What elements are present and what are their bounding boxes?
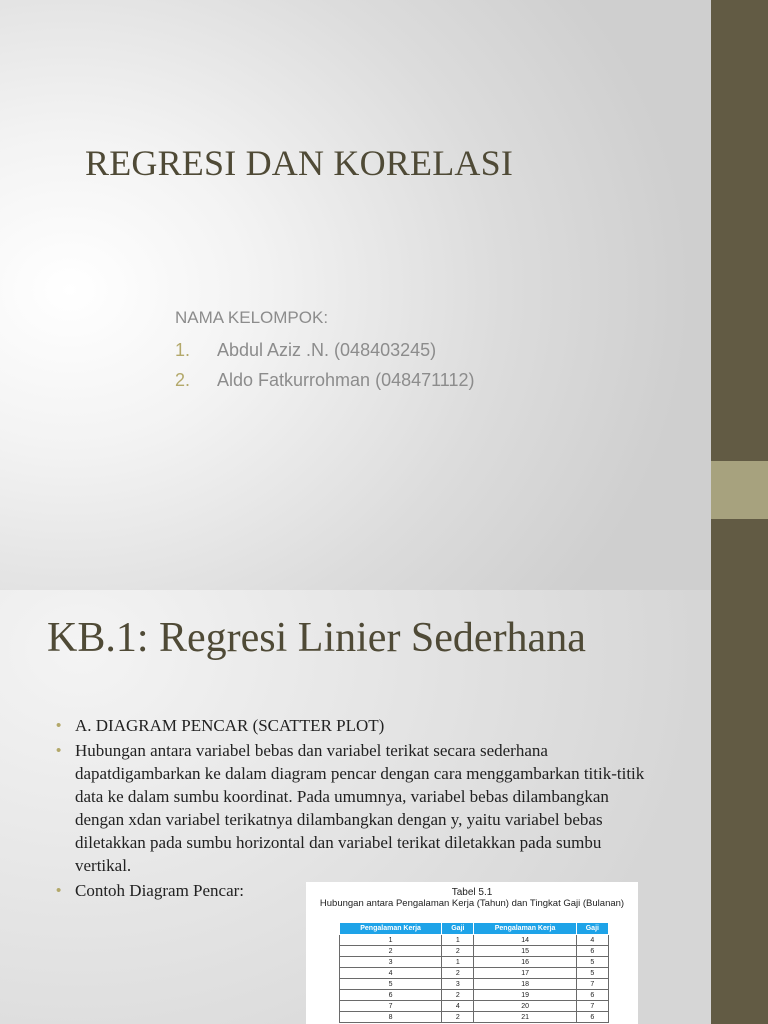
table-cell: 4 xyxy=(442,1001,474,1012)
table-subcaption: Hubungan antara Pengalaman Kerja (Tahun) dan Tingkat Gaji (Bulanan) xyxy=(319,898,625,909)
member-number: 2. xyxy=(175,370,191,390)
table-cell: 21 xyxy=(474,1012,576,1023)
table-row xyxy=(340,1001,609,1012)
table-row xyxy=(340,979,609,990)
table-row xyxy=(340,946,609,957)
table-cell: 2 xyxy=(442,990,474,1001)
group-label: NAMA KELOMPOK: xyxy=(175,308,329,327)
column-header: Pengalaman Kerja xyxy=(340,923,442,935)
table-cell: 20 xyxy=(474,1001,576,1012)
data-table xyxy=(339,922,609,1023)
slide-title: KB.1: Regresi Linier Sederhana xyxy=(47,615,586,661)
table-cell: 17 xyxy=(474,968,576,979)
bullet-dot-icon: • xyxy=(56,717,62,734)
member-item xyxy=(175,337,474,367)
table-row xyxy=(340,1012,609,1023)
table-caption: Tabel 5.1 xyxy=(451,887,493,898)
table-cell: 7 xyxy=(576,979,608,990)
table-cell: 3 xyxy=(442,979,474,990)
bullet-list xyxy=(56,714,656,904)
table-cell: 18 xyxy=(474,979,576,990)
member-number: 1. xyxy=(175,340,191,360)
table-header-row xyxy=(340,923,609,935)
bullet-dot-icon: • xyxy=(56,882,62,899)
table-row xyxy=(340,990,609,1001)
table-cell: 5 xyxy=(576,968,608,979)
table-cell: 14 xyxy=(474,935,576,946)
table-cell: 2 xyxy=(442,946,474,957)
table-image xyxy=(306,882,638,1024)
table-cell: 5 xyxy=(340,979,442,990)
member-name: Abdul Aziz .N. (048403245) xyxy=(217,340,437,360)
table-row xyxy=(340,957,609,968)
table-cell: 8 xyxy=(340,1012,442,1023)
table-cell: 2 xyxy=(340,946,442,957)
bullet-text: Contoh Diagram Pencar: xyxy=(75,881,245,900)
bullet-item xyxy=(56,714,656,737)
table-cell: 5 xyxy=(576,957,608,968)
slide-title: REGRESI DAN KORELASI xyxy=(85,143,514,183)
table-cell: 3 xyxy=(340,957,442,968)
member-name: Aldo Fatkurrohman (048471112) xyxy=(217,370,475,390)
bullet-text: Hubungan antara variabel bebas dan variabel terikat secara sederhana dapatdigambarkan ke dalam diagram pencar dengan cara menggambarkan titik-titik data ke dalam sumbu koordinat. Pada umumnya, variabel bebas dilambangkan dengan xdan variabel terikatnya dilambangkan dengan y, yaitu variabel bebas diletakkan pada sumbu horizontal dan variabel terikat diletakkan pada sumbu vertikal. xyxy=(75,741,645,875)
table-row xyxy=(340,968,609,979)
table-cell: 16 xyxy=(474,957,576,968)
table-cell: 6 xyxy=(576,990,608,1001)
table-cell: 7 xyxy=(340,1001,442,1012)
table-cell: 1 xyxy=(442,935,474,946)
column-header: Pengalaman Kerja xyxy=(474,923,576,935)
table-row xyxy=(340,935,609,946)
content-slide xyxy=(0,590,711,1024)
column-header: Gaji xyxy=(576,923,608,935)
table-cell: 1 xyxy=(340,935,442,946)
member-item xyxy=(175,367,474,397)
table-cell: 1 xyxy=(442,957,474,968)
column-header: Gaji xyxy=(442,923,474,935)
table-cell: 6 xyxy=(576,946,608,957)
table-cell: 6 xyxy=(576,1012,608,1023)
table-cell: 7 xyxy=(576,1001,608,1012)
sidebar-accent-block xyxy=(711,461,768,519)
table-cell: 2 xyxy=(442,1012,474,1023)
table-cell: 4 xyxy=(576,935,608,946)
table-cell: 4 xyxy=(340,968,442,979)
table-cell: 15 xyxy=(474,946,576,957)
member-list xyxy=(175,337,474,397)
table-cell: 2 xyxy=(442,968,474,979)
bullet-text: A. DIAGRAM PENCAR (SCATTER PLOT) xyxy=(75,716,385,735)
bullet-dot-icon: • xyxy=(56,742,62,759)
table-cell: 6 xyxy=(340,990,442,1001)
bullet-item xyxy=(56,739,656,877)
table-cell: 19 xyxy=(474,990,576,1001)
